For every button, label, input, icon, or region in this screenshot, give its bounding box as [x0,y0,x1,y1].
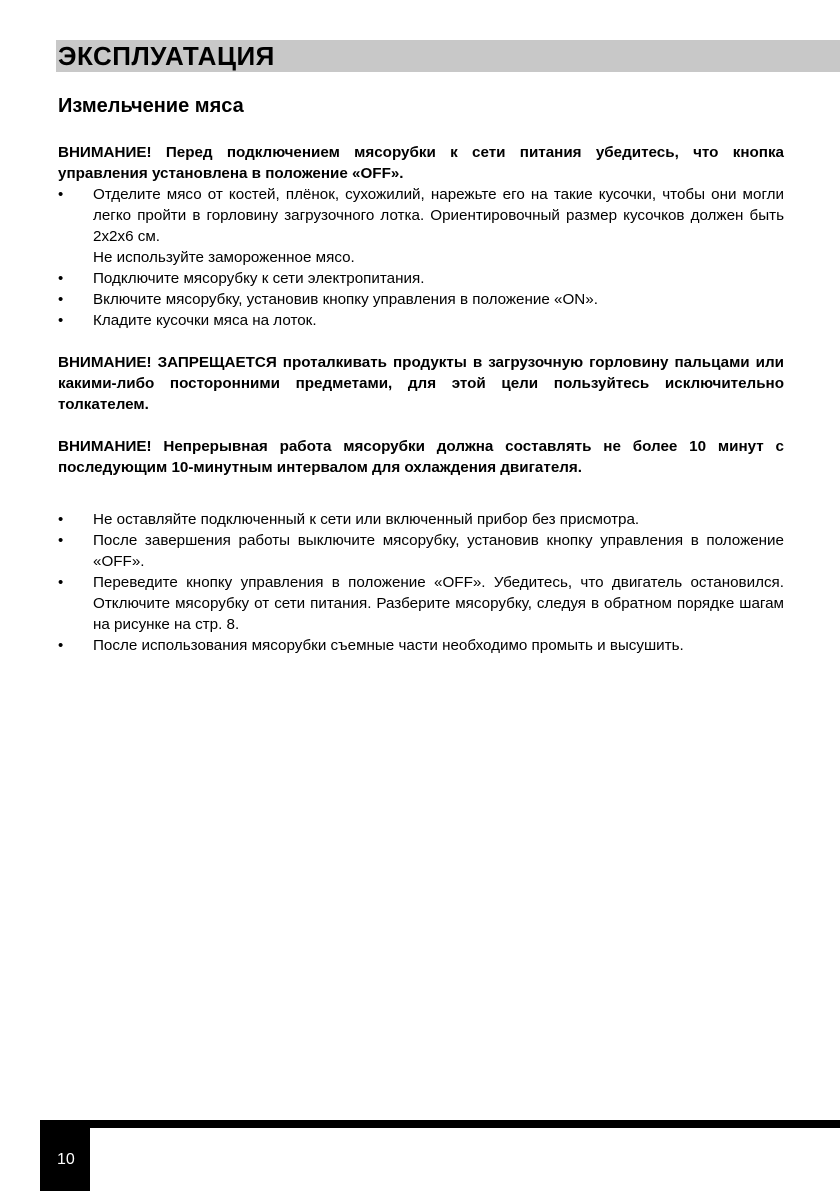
list-item-text: Отделите мясо от костей, плёнок, сухожилий, нарежьте его на такие кусочки, чтобы они могли легко пройти в горловину загрузочного лотка. Ориентировочный размер кусочков должен быть 2х2х6 см. [93,186,784,245]
list-item [58,509,784,530]
list-item [58,268,784,289]
list-item [58,310,784,331]
list-item-text: После использования мясорубки съемные части необходимо промыть и высушить. [93,637,684,654]
bullet-icon: • [58,574,64,591]
footer-bar [40,1120,840,1128]
list-item-note: Не используйте замороженное мясо. [93,249,355,266]
bullet-icon: • [58,186,64,203]
list-item-text: Включите мясорубку, установив кнопку управления в положение «ON». [93,291,598,308]
section-header-bar [56,40,840,72]
bullet-icon: • [58,532,64,549]
bullet-icon: • [58,291,64,308]
page-content [58,142,784,656]
section-title: Измельчение мяса [58,95,244,117]
list-item [58,635,784,656]
bullet-icon: • [58,312,64,329]
operation-steps-list [58,509,784,656]
page-number: 10 [57,1151,75,1168]
list-item-text: Кладите кусочки мяса на лоток. [93,312,317,329]
preparation-steps-list [58,184,784,331]
page-title: ЭКСПЛУАТАЦИЯ [58,41,275,71]
bullet-icon: • [58,637,64,654]
warning-power-off: ВНИМАНИЕ! Перед подключением мясорубки к сети питания убедитесь, что кнопка управления установлена в положение «OFF». [58,144,784,182]
list-item-text: Переведите кнопку управления в положение «OFF». Убедитесь, что двигатель остановился. Отключите мясорубку от сети питания. Разберите мясорубку, следуя в обратном порядке шагам на рисунке на стр. 8. [93,574,784,633]
list-item [58,572,784,635]
list-item [58,289,784,310]
bullet-icon: • [58,511,64,528]
list-item-text: Не оставляйте подключенный к сети или включенный прибор без присмотра. [93,511,640,528]
list-item-text: Подключите мясорубку к сети электропитания. [93,270,425,287]
list-item [58,184,784,268]
list-item-text: После завершения работы выключите мясорубку, установив кнопку управления в положение «OFF». [93,532,784,570]
list-item [58,530,784,572]
bullet-icon: • [58,270,64,287]
warning-continuous-operation: ВНИМАНИЕ! Непрерывная работа мясорубки должна составлять не более 10 минут с последующим 10-минутным интервалом для охлаждения двигателя. [58,438,784,476]
warning-no-fingers: ВНИМАНИЕ! ЗАПРЕЩАЕТСЯ проталкивать продукты в загрузочную горловину пальцами или какими-либо посторонними предметами, для этой цели пользуйтесь исключительно толкателем. [58,354,784,413]
